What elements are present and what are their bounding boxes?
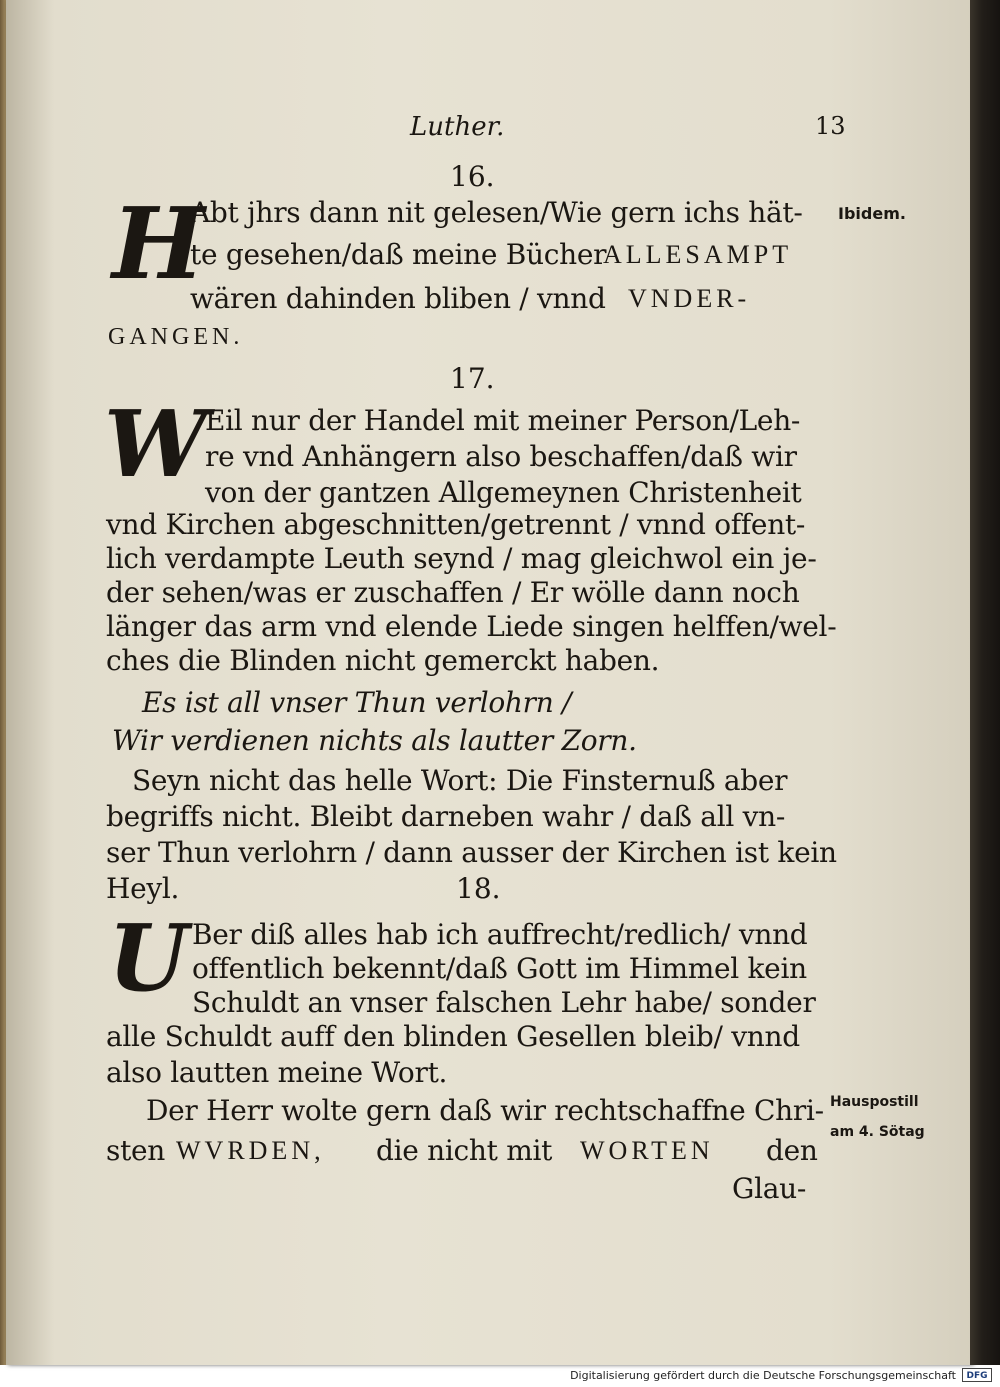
section-number-18: 18. <box>456 872 501 905</box>
text-line: Seyn nicht das helle Wort: Die Finsternuß aber <box>132 764 788 797</box>
text-line: lich verdampte Leuth seynd / mag gleichwol ein je- <box>106 542 817 575</box>
section-number-16: 16. <box>450 160 495 193</box>
text-line: Ber diß alles hab ich auffrecht/redlich/ vnnd <box>192 918 808 951</box>
text-line: Schuldt an vnser falschen Lehr habe/ sonder <box>192 986 816 1019</box>
caps-word: WVRDEN, <box>176 1136 325 1165</box>
drop-cap-h: H <box>112 187 205 302</box>
text-line: also lautten meine Wort. <box>106 1056 448 1089</box>
caps-word: ALLESAMPT <box>603 240 793 269</box>
verse-line: Es ist all vnser Thun verlohrn / <box>142 686 572 719</box>
text-line: länger das arm vnd elende Liede singen helffen/wel- <box>106 610 837 643</box>
caps-word: VNDER- <box>628 284 751 313</box>
text-line: alle Schuldt auff den blinden Gesellen bleib/ vnnd <box>106 1020 800 1053</box>
text-line: von der gantzen Allgemeynen Christenheit <box>205 476 802 509</box>
margin-note-ibidem: Ibidem. <box>838 204 906 223</box>
drop-cap-u: U <box>108 904 189 1012</box>
catchword: Glau- <box>732 1172 807 1205</box>
text-line: Der Herr wolte gern daß wir rechtschaffne Chri- <box>146 1094 824 1127</box>
page-edge-shadow <box>970 0 1000 1365</box>
text-line: der sehen/was er zuschaffen / Er wölle dann noch <box>106 576 800 609</box>
text-line: den <box>766 1134 818 1167</box>
text-line: te gesehen/daß meine Bücher <box>190 238 607 271</box>
section-number-17: 17. <box>450 362 495 395</box>
text-line: die nicht mit <box>376 1134 553 1167</box>
text-line: ser Thun verlohrn / dann ausser der Kirchen ist kein <box>106 836 837 869</box>
digitization-credit: Digitalisierung gefördert durch die Deutsche Forschungsgemeinschaft <box>570 1369 956 1382</box>
running-title: Luther. <box>410 112 505 142</box>
text-line: offentlich bekennt/daß Gott im Himmel kein <box>192 952 807 985</box>
caps-word: WORTEN <box>580 1136 714 1165</box>
page-number: 13 <box>815 112 846 140</box>
text-line: vnd Kirchen abgeschnitten/getrennt / vnnd offent- <box>106 508 806 541</box>
margin-note-hauspostill: Hauspostill <box>830 1094 919 1110</box>
text-line: Eil nur der Handel mit meiner Person/Leh- <box>205 404 801 437</box>
text-line: re vnd Anhängern also beschaffen/daß wir <box>205 440 797 473</box>
text-line: begriffs nicht. Bleibt darneben wahr / daß all vn- <box>106 800 786 833</box>
caps-word: GANGEN. <box>108 324 244 350</box>
drop-cap-w: W <box>104 390 208 498</box>
text-line: Heyl. <box>106 872 180 905</box>
verse-line: Wir verdienen nichts als lautter Zorn. <box>112 724 637 757</box>
text-line: wären dahinden bliben / vnnd <box>190 282 606 315</box>
text-line: Abt jhrs dann nit gelesen/Wie gern ichs hät- <box>190 196 803 229</box>
text-line: ches die Blinden nicht gemerckt haben. <box>106 644 660 677</box>
text-line: sten <box>106 1134 166 1167</box>
dfg-logo: DFG <box>962 1368 992 1382</box>
margin-note-sontag: am 4. Sötag <box>830 1124 925 1140</box>
